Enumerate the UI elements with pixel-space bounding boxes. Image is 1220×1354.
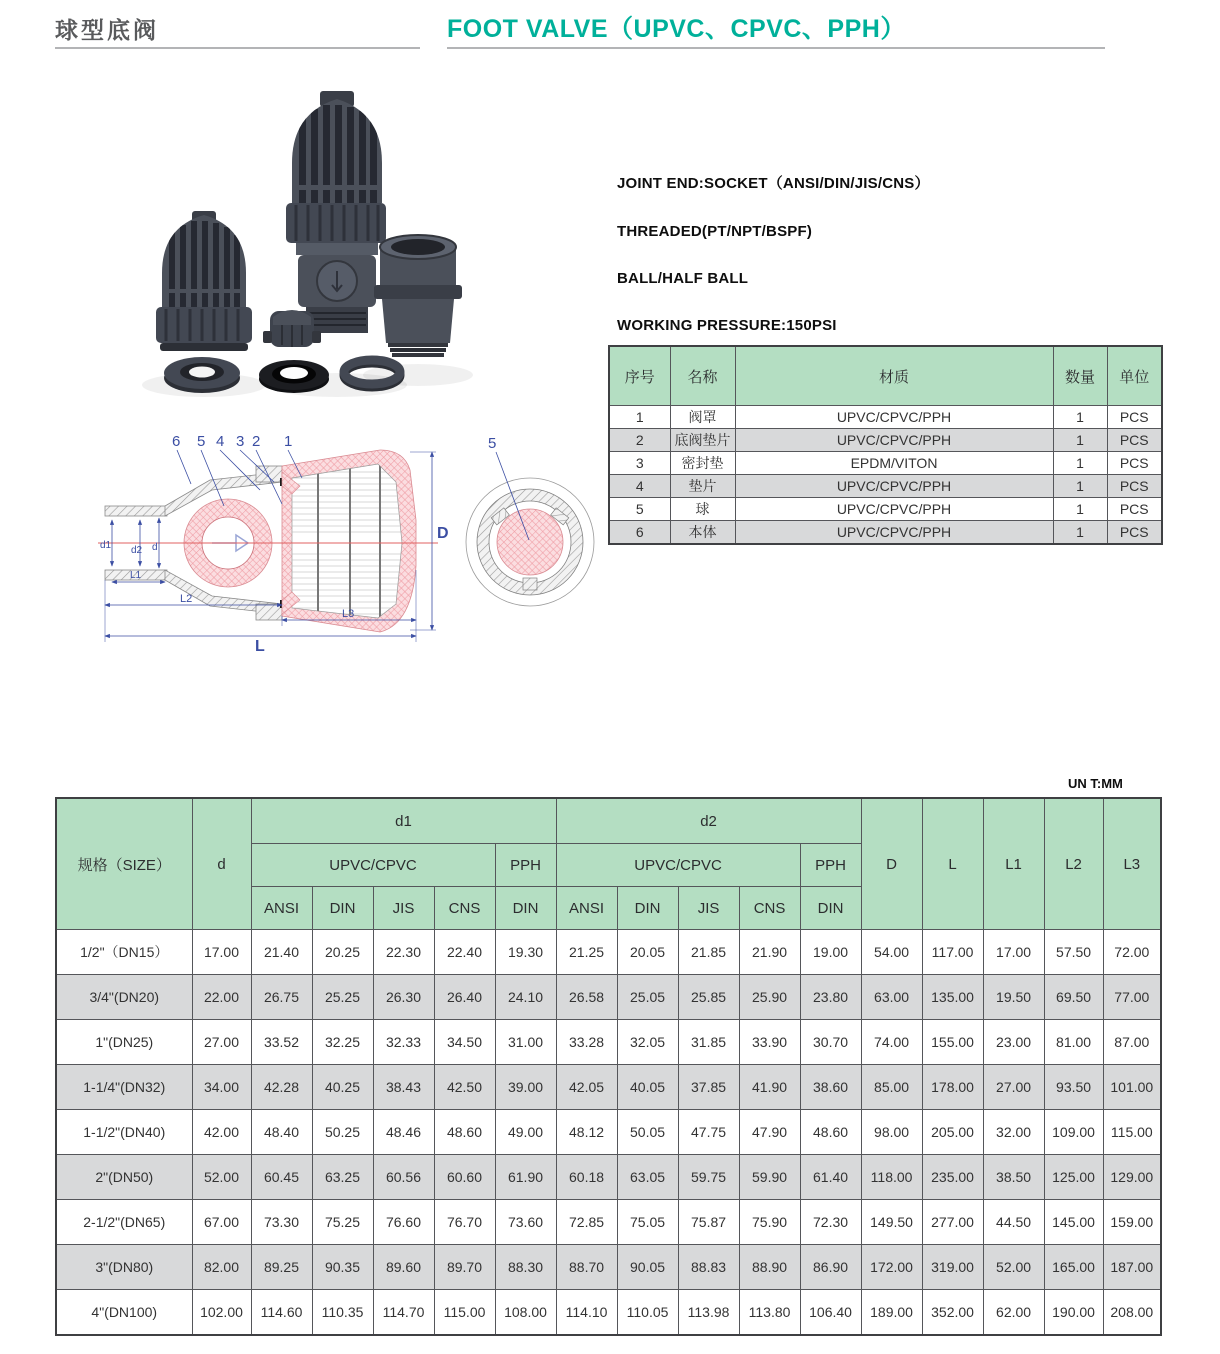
parts-table-cell: 密封垫	[670, 452, 735, 475]
dimension-table-cell: 114.10	[556, 1290, 617, 1336]
dimension-table-cell: 17.00	[983, 930, 1044, 975]
dimension-table-cell: 34.50	[434, 1020, 495, 1065]
dimension-table-cell: 61.90	[495, 1155, 556, 1200]
dim-header-d1: d1	[251, 798, 556, 844]
dimension-table-cell: 21.90	[739, 930, 800, 975]
dim-header-std: JIS	[678, 887, 739, 930]
svg-text:3: 3	[236, 433, 245, 450]
dimension-table-body	[56, 930, 1161, 1336]
dim-header-std: JIS	[373, 887, 434, 930]
spec-line-joint: JOINT END:SOCKET（ANSI/DIN/JIS/CNS）	[617, 175, 930, 192]
parts-table-body	[609, 406, 1162, 545]
dimension-table-cell: 48.60	[800, 1110, 861, 1155]
product-photo	[100, 85, 600, 420]
dimension-table-cell: 42.05	[556, 1065, 617, 1110]
svg-text:L2: L2	[180, 593, 193, 605]
dimension-table-cell: 1-1/2"(DN40)	[56, 1110, 192, 1155]
dimension-table-cell: 90.05	[617, 1245, 678, 1290]
parts-table-cell: 底阀垫片	[670, 429, 735, 452]
dimension-table-cell: 110.05	[617, 1290, 678, 1336]
dimension-table-row	[56, 1155, 1161, 1200]
dim-header-pph-1: PPH	[495, 844, 556, 887]
dimension-table-cell: 19.50	[983, 975, 1044, 1020]
dimension-table-cell: 72.85	[556, 1200, 617, 1245]
dimension-table-cell: 75.25	[312, 1200, 373, 1245]
dimension-table-cell: 22.30	[373, 930, 434, 975]
dimension-table-cell: 25.85	[678, 975, 739, 1020]
dimension-table-cell: 76.70	[434, 1200, 495, 1245]
dimension-table-cell: 319.00	[922, 1245, 983, 1290]
dimension-table-cell: 40.25	[312, 1065, 373, 1110]
dimension-table-cell: 26.30	[373, 975, 434, 1020]
dimension-table-cell: 74.00	[861, 1020, 922, 1065]
parts-table-cell: PCS	[1107, 406, 1162, 429]
dimension-table-cell: 82.00	[192, 1245, 251, 1290]
drawing-front-view	[466, 435, 594, 606]
dimension-table-cell: 33.28	[556, 1020, 617, 1065]
dimension-table-cell: 352.00	[922, 1290, 983, 1336]
svg-text:L: L	[255, 638, 265, 655]
dimension-table-cell: 34.00	[192, 1065, 251, 1110]
dimension-table-cell: 155.00	[922, 1020, 983, 1065]
dim-header-L1: L1	[983, 798, 1044, 930]
dimension-table-cell: 114.70	[373, 1290, 434, 1336]
svg-text:d1: d1	[100, 540, 112, 551]
svg-text:D: D	[437, 525, 449, 542]
parts-table	[608, 345, 1163, 545]
dimension-table-cell: 21.25	[556, 930, 617, 975]
dimension-table	[55, 797, 1162, 1336]
parts-table-cell: 6	[609, 521, 670, 545]
dimension-table-cell: 72.00	[1103, 930, 1161, 975]
parts-table-row	[609, 452, 1162, 475]
dim-header-d: d	[192, 798, 251, 930]
dimension-table-cell: 118.00	[861, 1155, 922, 1200]
dimension-table-cell: 33.52	[251, 1020, 312, 1065]
dimension-table-row	[56, 1290, 1161, 1336]
dimension-table-cell: 89.70	[434, 1245, 495, 1290]
dimension-table-cell: 50.25	[312, 1110, 373, 1155]
dimension-table-cell: 165.00	[1044, 1245, 1103, 1290]
parts-table-header-row	[609, 346, 1162, 406]
dimension-table-cell: 67.00	[192, 1200, 251, 1245]
dimension-table-cell: 87.00	[1103, 1020, 1161, 1065]
technical-drawing	[60, 420, 620, 660]
dimension-table-row	[56, 975, 1161, 1020]
title-underline-en	[447, 47, 1105, 49]
dimension-table-cell: 21.40	[251, 930, 312, 975]
dimension-table-row	[56, 1110, 1161, 1155]
dimension-table-cell: 26.58	[556, 975, 617, 1020]
dim-header-std: ANSI	[556, 887, 617, 930]
spec-text-block	[617, 172, 930, 364]
dimension-table-cell: 89.25	[251, 1245, 312, 1290]
dimension-table-cell: 25.90	[739, 975, 800, 1020]
dimension-table-cell: 117.00	[922, 930, 983, 975]
svg-text:5: 5	[197, 433, 206, 450]
dimension-table-cell: 3"(DN80)	[56, 1245, 192, 1290]
title-underline-cn	[55, 47, 420, 49]
dimension-table-cell: 106.40	[800, 1290, 861, 1336]
dimension-table-cell: 75.87	[678, 1200, 739, 1245]
dimension-table-cell: 31.85	[678, 1020, 739, 1065]
dimension-table-cell: 63.05	[617, 1155, 678, 1200]
dim-header-pph-2: PPH	[800, 844, 861, 887]
dimension-table-cell: 25.05	[617, 975, 678, 1020]
parts-table-cell: 1	[1053, 452, 1107, 475]
svg-text:d: d	[152, 542, 158, 553]
photo-gasket-gray	[164, 357, 240, 393]
dimension-table-cell: 73.30	[251, 1200, 312, 1245]
dimension-table-cell: 114.60	[251, 1290, 312, 1336]
svg-text:2: 2	[252, 433, 261, 450]
page-title-en: FOOT VALVE（UPVC、CPVC、PPH）	[447, 15, 906, 43]
dimension-table-cell: 60.60	[434, 1155, 495, 1200]
svg-text:4: 4	[216, 433, 225, 450]
dim-header-upvc-1: UPVC/CPVC	[251, 844, 495, 887]
dimension-table-cell: 19.30	[495, 930, 556, 975]
dim-header-L2: L2	[1044, 798, 1103, 930]
dimension-table-cell: 52.00	[192, 1155, 251, 1200]
dimension-table-cell: 59.90	[739, 1155, 800, 1200]
dimension-table-cell: 62.00	[983, 1290, 1044, 1336]
dimension-table-cell: 115.00	[434, 1290, 495, 1336]
dimension-table-cell: 88.90	[739, 1245, 800, 1290]
dimension-table-cell: 17.00	[192, 930, 251, 975]
dimension-table-cell: 39.00	[495, 1065, 556, 1110]
parts-table-cell: 3	[609, 452, 670, 475]
dimension-table-cell: 1/2"（DN15）	[56, 930, 192, 975]
parts-table-cell: 1	[609, 406, 670, 429]
dimension-table-cell: 22.40	[434, 930, 495, 975]
dim-header-L3: L3	[1103, 798, 1161, 930]
dimension-table-cell: 75.05	[617, 1200, 678, 1245]
dimension-table-cell: 63.25	[312, 1155, 373, 1200]
dimension-table-cell: 42.00	[192, 1110, 251, 1155]
dimension-table-cell: 38.50	[983, 1155, 1044, 1200]
dim-header-upvc-2: UPVC/CPVC	[556, 844, 800, 887]
dim-header-d2: d2	[556, 798, 861, 844]
dimension-table-cell: 49.00	[495, 1110, 556, 1155]
dimension-table-cell: 76.60	[373, 1200, 434, 1245]
dimension-table-cell: 20.25	[312, 930, 373, 975]
dim-header-D: D	[861, 798, 922, 930]
dimension-table-cell: 47.90	[739, 1110, 800, 1155]
dimension-table-cell: 23.80	[800, 975, 861, 1020]
dimension-table-cell: 172.00	[861, 1245, 922, 1290]
dimension-table-cell: 22.00	[192, 975, 251, 1020]
dimension-table-cell: 1-1/4"(DN32)	[56, 1065, 192, 1110]
dimension-table-cell: 69.50	[1044, 975, 1103, 1020]
dimension-table-cell: 32.33	[373, 1020, 434, 1065]
dimension-table-cell: 19.00	[800, 930, 861, 975]
dim-header-std: CNS	[434, 887, 495, 930]
dimension-table-cell: 61.40	[800, 1155, 861, 1200]
dimension-table-cell: 90.35	[312, 1245, 373, 1290]
parts-table-cell: 1	[1053, 498, 1107, 521]
dimension-table-cell: 189.00	[861, 1290, 922, 1336]
dimension-table-cell: 60.45	[251, 1155, 312, 1200]
dimension-table-cell: 159.00	[1103, 1200, 1161, 1245]
dimension-table-cell: 38.43	[373, 1065, 434, 1110]
dimension-table-cell: 208.00	[1103, 1290, 1161, 1336]
dim-header-row-1	[56, 798, 1161, 844]
parts-table-cell: 1	[1053, 475, 1107, 498]
dimension-table-cell: 2"(DN50)	[56, 1155, 192, 1200]
dimension-table-row	[56, 1245, 1161, 1290]
drawing-cone-cap	[280, 450, 416, 632]
dimension-table-cell: 52.00	[983, 1245, 1044, 1290]
dimension-table-cell: 277.00	[922, 1200, 983, 1245]
dimension-table-cell: 108.00	[495, 1290, 556, 1336]
dimension-table-row	[56, 1200, 1161, 1245]
parts-table-cell: PCS	[1107, 452, 1162, 475]
dimension-table-cell: 48.60	[434, 1110, 495, 1155]
dimension-table-cell: 41.90	[739, 1065, 800, 1110]
dimension-table-cell: 60.56	[373, 1155, 434, 1200]
dim-header-L: L	[922, 798, 983, 930]
parts-table-cell: 1	[1053, 429, 1107, 452]
parts-header-unit: 单位	[1107, 346, 1162, 406]
svg-text:d2: d2	[131, 545, 143, 556]
dimension-table-cell: 24.10	[495, 975, 556, 1020]
parts-table-cell: 球	[670, 498, 735, 521]
dimension-table-cell: 125.00	[1044, 1155, 1103, 1200]
dimension-table-cell: 73.60	[495, 1200, 556, 1245]
dimension-table-cell: 54.00	[861, 930, 922, 975]
photo-gasket-black	[259, 360, 329, 393]
parts-table-cell: 2	[609, 429, 670, 452]
parts-table-cell: 本体	[670, 521, 735, 545]
parts-table-cell: EPDM/VITON	[735, 452, 1053, 475]
dimension-table-cell: 113.80	[739, 1290, 800, 1336]
dimension-table-cell: 113.98	[678, 1290, 739, 1336]
dimension-table-cell: 3/4"(DN20)	[56, 975, 192, 1020]
dimension-table-cell: 37.85	[678, 1065, 739, 1110]
dimension-table-cell: 88.70	[556, 1245, 617, 1290]
dimension-table-cell: 27.00	[192, 1020, 251, 1065]
dimension-table-cell: 135.00	[922, 975, 983, 1020]
parts-table-cell: UPVC/CPVC/PPH	[735, 475, 1053, 498]
dimension-table-cell: 235.00	[922, 1155, 983, 1200]
parts-header-name: 名称	[670, 346, 735, 406]
dimension-table-cell: 40.05	[617, 1065, 678, 1110]
dimension-table-cell: 88.83	[678, 1245, 739, 1290]
dimension-table-cell: 60.18	[556, 1155, 617, 1200]
dimension-table-row	[56, 1020, 1161, 1065]
dimension-table-cell: 27.00	[983, 1065, 1044, 1110]
dimension-table-cell: 59.75	[678, 1155, 739, 1200]
spec-line-threaded: THREADED(PT/NPT/BSPF)	[617, 223, 813, 240]
dimension-table-cell: 42.28	[251, 1065, 312, 1110]
spec-line-ball: BALL/HALF BALL	[617, 270, 749, 287]
dim-header-std: DIN	[312, 887, 373, 930]
dimension-table-cell: 110.35	[312, 1290, 373, 1336]
dimension-table-cell: 88.30	[495, 1245, 556, 1290]
dimension-table-cell: 26.40	[434, 975, 495, 1020]
dimension-table-cell: 50.05	[617, 1110, 678, 1155]
dimension-table-cell: 93.50	[1044, 1065, 1103, 1110]
photo-socket-end	[374, 235, 462, 357]
dimension-table-cell: 31.00	[495, 1020, 556, 1065]
parts-table-cell: UPVC/CPVC/PPH	[735, 429, 1053, 452]
dimension-table-cell: 77.00	[1103, 975, 1161, 1020]
dimension-table-cell: 72.30	[800, 1200, 861, 1245]
parts-table-row	[609, 475, 1162, 498]
parts-table-cell: PCS	[1107, 429, 1162, 452]
dimension-table-cell: 205.00	[922, 1110, 983, 1155]
parts-table-cell: UPVC/CPVC/PPH	[735, 521, 1053, 545]
dimension-table-cell: 33.90	[739, 1020, 800, 1065]
dimension-table-cell: 145.00	[1044, 1200, 1103, 1245]
front-view-callout: 5	[488, 435, 497, 452]
parts-table-cell: PCS	[1107, 475, 1162, 498]
svg-text:L3: L3	[342, 608, 355, 620]
photo-foot-valve-assembled	[286, 91, 386, 333]
dimension-table-cell: 44.50	[983, 1200, 1044, 1245]
parts-table-cell: PCS	[1107, 521, 1162, 545]
parts-table-cell: 4	[609, 475, 670, 498]
unit-note: UN T:MM	[1068, 776, 1123, 791]
dimension-table-cell: 25.25	[312, 975, 373, 1020]
dimension-table-cell: 187.00	[1103, 1245, 1161, 1290]
parts-table-cell: 阀罩	[670, 406, 735, 429]
dimension-table-cell: 48.46	[373, 1110, 434, 1155]
dimension-table-cell: 4"(DN100)	[56, 1290, 192, 1336]
dimension-table-cell: 129.00	[1103, 1155, 1161, 1200]
dim-header-std: DIN	[617, 887, 678, 930]
svg-text:L1: L1	[130, 570, 142, 581]
dimension-table-cell: 57.50	[1044, 930, 1103, 975]
dimension-table-cell: 42.50	[434, 1065, 495, 1110]
parts-table-row	[609, 498, 1162, 521]
photo-cap	[263, 310, 321, 347]
dimension-table-cell: 32.25	[312, 1020, 373, 1065]
parts-table-cell: UPVC/CPVC/PPH	[735, 498, 1053, 521]
parts-header-qty: 数量	[1053, 346, 1107, 406]
dimension-table-cell: 26.75	[251, 975, 312, 1020]
photo-strainer-cage	[156, 211, 252, 351]
dim-header-std: ANSI	[251, 887, 312, 930]
parts-header-index: 序号	[609, 346, 670, 406]
dimension-table-cell: 86.90	[800, 1245, 861, 1290]
dimension-table-row	[56, 930, 1161, 975]
dimension-table-cell: 20.05	[617, 930, 678, 975]
dimension-table-cell: 1"(DN25)	[56, 1020, 192, 1065]
parts-table-cell: PCS	[1107, 498, 1162, 521]
parts-table-cell: 5	[609, 498, 670, 521]
dimension-table-cell: 21.85	[678, 930, 739, 975]
parts-header-material: 材质	[735, 346, 1053, 406]
dimension-table-cell: 63.00	[861, 975, 922, 1020]
dimension-table-cell: 149.50	[861, 1200, 922, 1245]
dimension-table-cell: 115.00	[1103, 1110, 1161, 1155]
parts-table-row	[609, 521, 1162, 545]
svg-text:6: 6	[172, 433, 181, 450]
parts-table-cell: UPVC/CPVC/PPH	[735, 406, 1053, 429]
dimension-table-cell: 101.00	[1103, 1065, 1161, 1110]
dim-header-std: DIN	[495, 887, 556, 930]
dimension-table-cell: 23.00	[983, 1020, 1044, 1065]
dimension-table-cell: 190.00	[1044, 1290, 1103, 1336]
parts-table-row	[609, 406, 1162, 429]
dimension-table-row	[56, 1065, 1161, 1110]
dimension-table-cell: 75.90	[739, 1200, 800, 1245]
dim-header-std: CNS	[739, 887, 800, 930]
page-title-cn: 球型底阀	[55, 17, 159, 43]
parts-table-cell: 1	[1053, 406, 1107, 429]
parts-table-cell: 1	[1053, 521, 1107, 545]
dimension-table-cell: 2-1/2"(DN65)	[56, 1200, 192, 1245]
dimension-table-cell: 178.00	[922, 1065, 983, 1110]
dimension-table-cell: 47.75	[678, 1110, 739, 1155]
dimension-table-cell: 81.00	[1044, 1020, 1103, 1065]
parts-table-cell: 垫片	[670, 475, 735, 498]
dimension-table-cell: 38.60	[800, 1065, 861, 1110]
dimension-table-cell: 48.40	[251, 1110, 312, 1155]
dimension-table-cell: 102.00	[192, 1290, 251, 1336]
dimension-table-cell: 32.00	[983, 1110, 1044, 1155]
dimension-table-cell: 85.00	[861, 1065, 922, 1110]
dimension-table-cell: 109.00	[1044, 1110, 1103, 1155]
dim-header-size: 规格（SIZE）	[56, 798, 192, 930]
spec-line-pressure: WORKING PRESSURE:150PSI	[617, 317, 837, 334]
dimension-table-cell: 98.00	[861, 1110, 922, 1155]
parts-table-row	[609, 429, 1162, 452]
svg-text:1: 1	[284, 433, 293, 450]
dim-header-std: DIN	[800, 887, 861, 930]
dimension-table-cell: 48.12	[556, 1110, 617, 1155]
dimension-table-cell: 30.70	[800, 1020, 861, 1065]
dimension-table-cell: 89.60	[373, 1245, 434, 1290]
dimension-table-cell: 32.05	[617, 1020, 678, 1065]
